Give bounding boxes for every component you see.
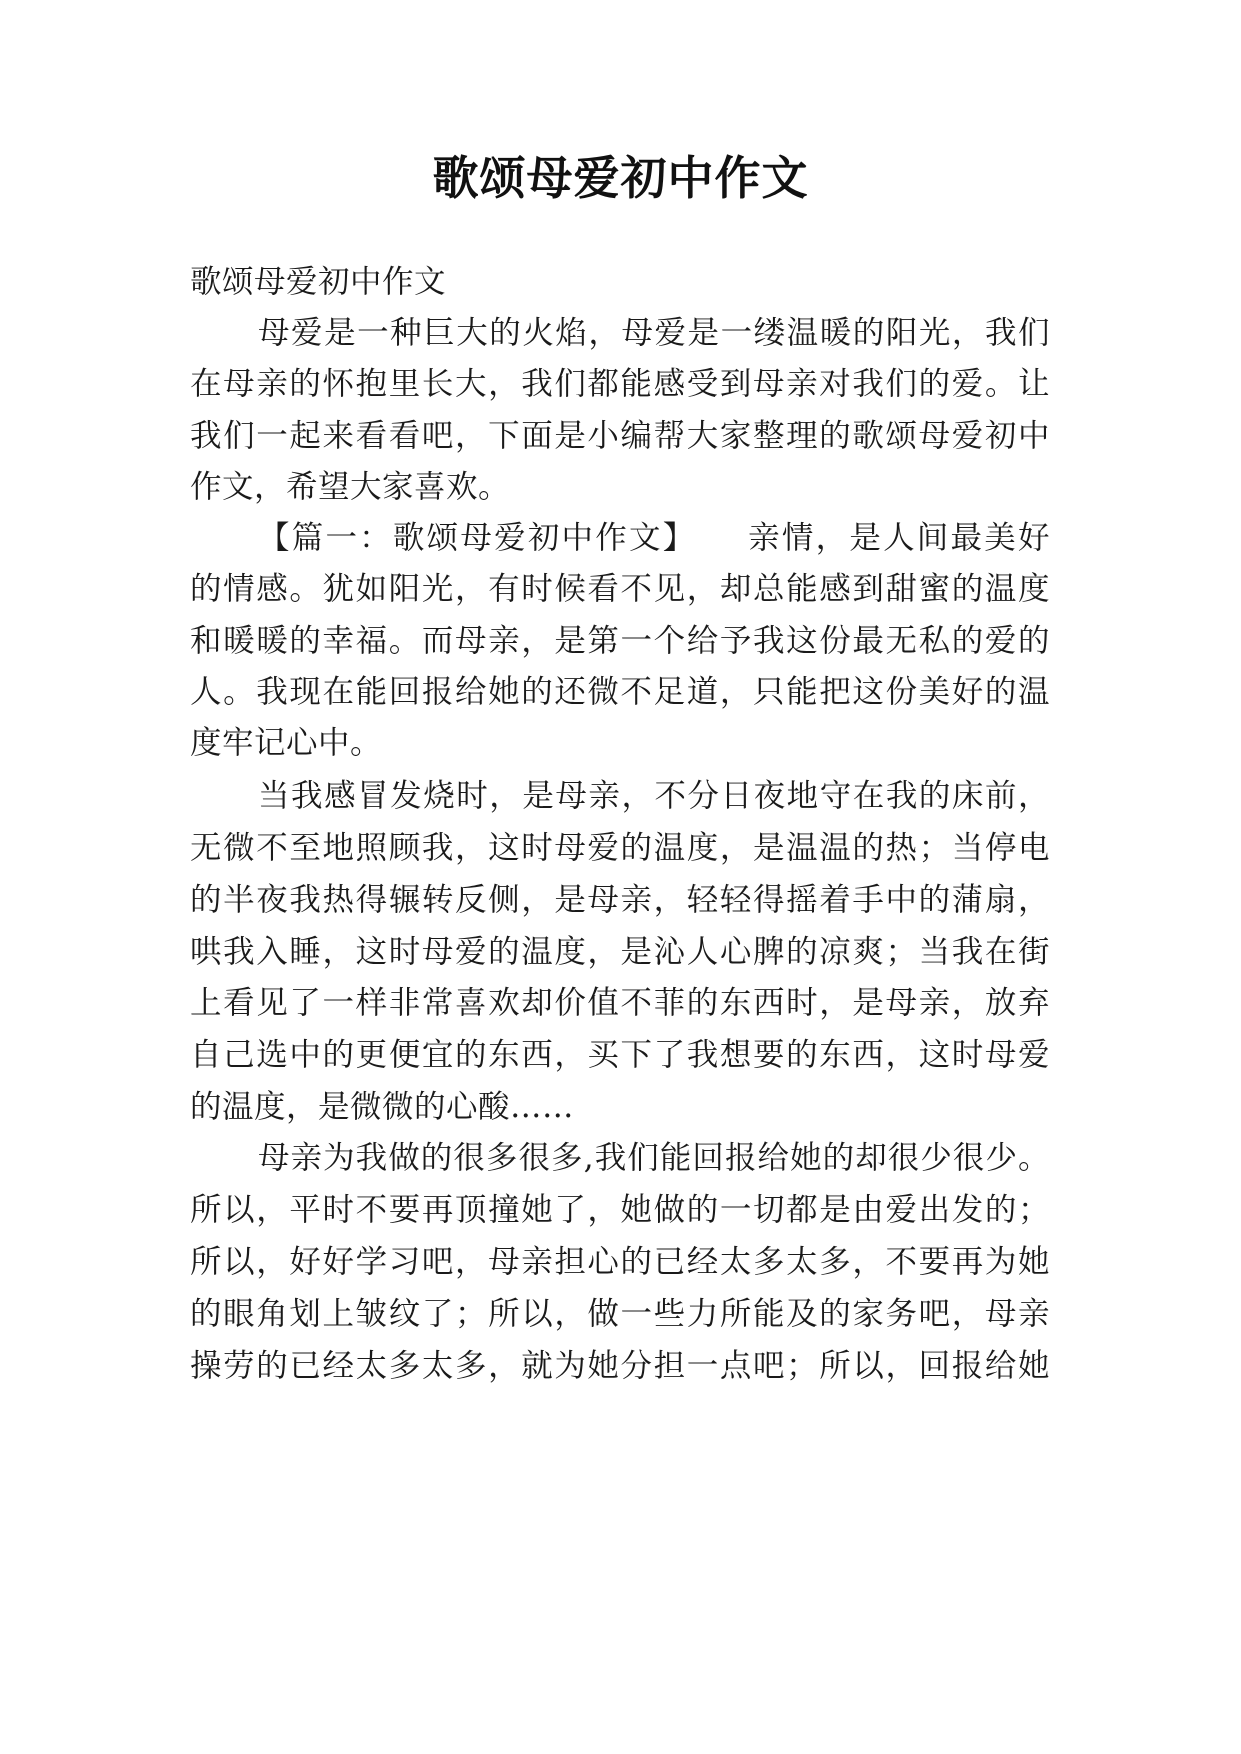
text-line: 所以，平时不要再顶撞她了，她做的一切都是由爱出发的； [190, 1192, 1050, 1228]
text-line: 我们一起来看看吧，下面是小编帮大家整理的歌颂母爱初中 [190, 418, 1050, 454]
text-line: 的眼角划上皱纹了；所以，做一些力所能及的家务吧，母亲 [190, 1296, 1050, 1332]
text-line: 当我感冒发烧时，是母亲，不分日夜地守在我的床前， [258, 778, 1050, 814]
text-line: 【篇一：歌颂母爱初中作文】 亲情，是人间最美好 [258, 520, 1050, 556]
text-line: 所以，好好学习吧，母亲担心的已经太多太多，不要再为她 [190, 1244, 1050, 1280]
text-line: 在母亲的怀抱里长大，我们都能感受到母亲对我们的爱。让 [190, 366, 1050, 402]
text-line-subtitle: 歌颂母爱初中作文 [190, 264, 447, 300]
text-line: 哄我入睡，这时母爱的温度，是沁人心脾的凉爽；当我在街 [190, 934, 1050, 970]
text-line: 度牢记心中。 [190, 725, 383, 761]
text-line: 和暖暖的幸福。而母亲，是第一个给予我这份最无私的爱的 [190, 623, 1050, 659]
text-line: 上看见了一样非常喜欢却价值不菲的东西时，是母亲，放弃 [190, 985, 1050, 1021]
text-line: 的温度，是微微的心酸…… [190, 1089, 575, 1125]
text-line: 作文，希望大家喜欢。 [190, 469, 511, 505]
document-title: 歌颂母爱初中作文 [432, 151, 809, 205]
text-line: 人。我现在能回报给她的还微不足道，只能把这份美好的温 [190, 674, 1050, 710]
text-line: 操劳的已经太多太多，就为她分担一点吧；所以，回报给她 [190, 1348, 1050, 1384]
text-line: 无微不至地照顾我，这时母爱的温度，是温温的热；当停电 [190, 830, 1050, 866]
text-line: 母爱是一种巨大的火焰，母爱是一缕温暖的阳光，我们 [258, 315, 1050, 351]
text-line: 的情感。犹如阳光，有时候看不见，却总能感到甜蜜的温度 [190, 571, 1050, 607]
text-line: 的半夜我热得辗转反侧，是母亲，轻轻得摇着手中的蒲扇， [190, 882, 1050, 918]
text-line: 母亲为我做的很多很多,我们能回报给她的却很少很少。 [258, 1140, 1050, 1176]
text-line: 自己选中的更便宜的东西，买下了我想要的东西，这时母爱 [190, 1037, 1050, 1073]
